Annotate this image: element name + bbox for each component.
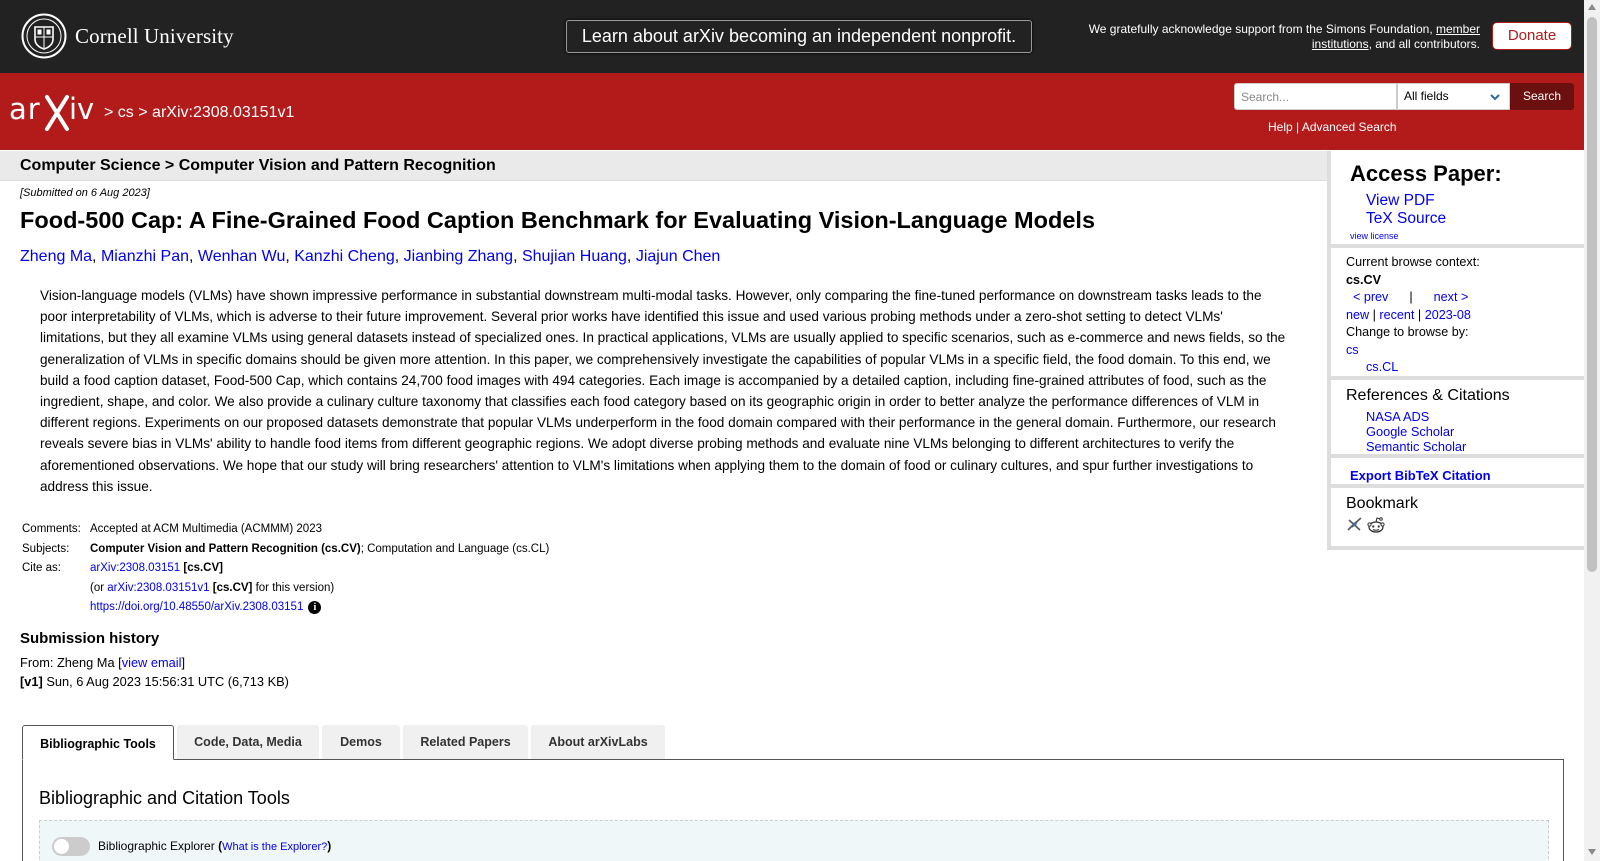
donate-button[interactable]: Donate [1492, 22, 1572, 50]
next-link[interactable]: next > [1433, 290, 1469, 304]
advanced-search-link[interactable]: Advanced Search [1301, 120, 1397, 134]
breadcrumb [104, 104, 294, 122]
author-separator: , [285, 248, 295, 265]
cite-version-value [88, 579, 551, 599]
paren-close: ) [327, 839, 332, 853]
author-separator: , [513, 248, 522, 265]
prev-next-row [1346, 289, 1480, 307]
svg-text:iv: iv [69, 92, 95, 126]
recent-link[interactable]: recent [1379, 307, 1415, 322]
category-subheader [0, 151, 1327, 181]
access-links [1366, 192, 1446, 228]
doi-value [88, 598, 551, 618]
explorer-box [39, 820, 1549, 861]
primary-subject: Computer Vision and Pattern Recognition (cs.CV) [90, 542, 361, 555]
cite-id-link[interactable]: arXiv:2308.03151 [90, 562, 181, 575]
prev-link[interactable]: < prev [1353, 290, 1389, 304]
author-link[interactable]: Jiajun Chen [635, 248, 721, 265]
category-path: Computer Science > Computer Vision and Pattern Recognition [20, 157, 496, 174]
browse-context-value: cs.CV [1346, 272, 1382, 287]
member-institutions-link[interactable]: member institutions [1311, 22, 1480, 51]
right-sidebar [1327, 151, 1585, 550]
cite-version-suffix: for this version) [252, 581, 335, 594]
submission-from [20, 655, 185, 670]
view-pdf-link[interactable]: View PDF [1366, 192, 1435, 209]
scroll-thumb[interactable] [1587, 17, 1597, 572]
version-label: [v1] [20, 674, 43, 689]
search-button[interactable]: Search [1510, 83, 1574, 110]
cite-or: (or [90, 581, 108, 594]
search-help-links [1268, 120, 1568, 134]
tab-code-data-media[interactable]: Code, Data, Media [177, 725, 319, 759]
cite-version-link[interactable]: arXiv:2308.03151v1 [107, 581, 210, 594]
export-bibtex-link[interactable]: Export BibTeX Citation [1350, 468, 1491, 483]
author-list [20, 248, 1310, 266]
breadcrumb-cs-link[interactable]: cs [117, 104, 134, 121]
paren-open: ( [214, 839, 223, 853]
help-link[interactable]: Help [1268, 120, 1293, 134]
cornell-logo[interactable] [21, 13, 234, 59]
author-link[interactable]: Mianzhi Pan [100, 248, 189, 265]
page-scrollbar[interactable] [1584, 0, 1600, 861]
browse-context [1346, 254, 1480, 377]
bookmark-title: Bookmark [1346, 495, 1419, 512]
svg-text:ar: ar [9, 92, 41, 126]
new-link[interactable]: new [1346, 307, 1370, 322]
search-field-selected: All fields [1404, 89, 1449, 103]
access-paper-title: Access Paper: [1350, 161, 1502, 186]
reddit-icon[interactable] [1367, 516, 1385, 534]
cite-value [88, 559, 551, 579]
tab-about-arxivlabs[interactable]: About arXivLabs [531, 725, 665, 759]
tab-panel [22, 759, 1564, 861]
info-icon[interactable]: i [308, 601, 321, 614]
support-text-suffix: , and all contributors. [1368, 36, 1480, 51]
arxiv-nav-bar [0, 73, 1584, 150]
author-link[interactable]: Wenhan Wu [197, 248, 286, 265]
subjects-label: Subjects: [22, 542, 70, 555]
explorer-toggle[interactable] [52, 837, 90, 856]
author-link[interactable]: Zheng Ma [20, 248, 93, 265]
explorer-name: Bibliographic Explorer [98, 839, 215, 853]
author-separator: , [394, 248, 404, 265]
browse-context-label: Current browse context: [1346, 255, 1480, 269]
tab-bibliographic-tools[interactable]: Bibliographic Tools [22, 725, 174, 760]
author-link[interactable]: Jianbing Zhang [403, 248, 514, 265]
cite-label: Cite as: [22, 562, 61, 575]
paper-title: Food-500 Cap: A Fine-Grained Food Caption Benchmark for Evaluating Vision-Language Models [20, 207, 1096, 233]
cite-tag: [cs.CV] [183, 562, 223, 575]
doi-row [20, 598, 551, 618]
submission-history-title: Submission history [20, 630, 160, 647]
author-link[interactable]: Kanzhi Cheng [294, 248, 395, 265]
listing-divider: | [1372, 307, 1376, 322]
tex-source-link[interactable]: TeX Source [1366, 210, 1447, 227]
tab-related-papers[interactable]: Related Papers [403, 725, 528, 759]
scroll-down-arrow-icon[interactable] [1588, 849, 1596, 855]
support-acknowledgement [1040, 22, 1480, 51]
listing-divider: | [1417, 307, 1422, 322]
support-text-prefix: We gratefully acknowledge support from the Simons Foundation, [1088, 22, 1436, 36]
listing-links-row [1346, 307, 1480, 325]
cite-version-row [20, 579, 551, 599]
author-separator: , [626, 248, 636, 265]
comments-label: Comments: [22, 523, 81, 535]
nonprofit-banner-button[interactable]: Learn about arXiv becoming an independent nonprofit. [566, 20, 1032, 53]
cite-version-tag: [cs.CV] [212, 581, 253, 594]
chevron-down-icon [1489, 91, 1501, 103]
change-browse-label: Change to browse by: [1346, 325, 1469, 339]
arxiv-logo-icon[interactable] [9, 91, 101, 133]
cornell-seal-icon [21, 13, 67, 59]
version-details: Sun, 6 Aug 2023 15:56:31 UTC (6,713 KB) [42, 674, 289, 689]
google-scholar-link[interactable]: Google Scholar [1366, 424, 1455, 439]
semantic-scholar-link[interactable]: Semantic Scholar [1366, 439, 1467, 454]
references-links [1366, 409, 1466, 454]
search-input[interactable] [1234, 83, 1397, 110]
cite-row [20, 559, 551, 579]
subjects-row [20, 540, 551, 560]
author-separator: , [92, 248, 101, 265]
nasa-ads-link[interactable]: NASA ADS [1366, 409, 1430, 424]
tab-demos[interactable]: Demos [322, 725, 400, 759]
cornell-name: Cornell University [75, 23, 234, 48]
search-field-select[interactable] [1397, 83, 1510, 110]
subjects-value [88, 540, 551, 560]
bibsonomy-icon[interactable] [1346, 516, 1363, 533]
browse-cs-link[interactable]: cs [1346, 342, 1359, 357]
month-link[interactable]: 2023-08 [1424, 307, 1471, 322]
browse-cscl-link[interactable]: cs.CL [1366, 360, 1399, 374]
breadcrumb-separator: > [104, 104, 114, 121]
references-title: References & Citations [1346, 387, 1510, 404]
abstract: Vision-language models (VLMs) have shown impressive performance in substantial downstream multi-modal tasks. However, only comparing the fine-tuned performance on downstream tasks leads to the poor interpretability of VLMs, which is adverse to their future improvement. Several prior works have identified this issue and used various probing methods under a zero-shot setting to detect VLMs' limitations, but they all examine VLMs using general datasets instead of specialized ones. In practical applications, VLMs are usually applied to specific scenarios, such as e-commerce and news fields, so the generalization of VLMs in specific domains should be given more attention. In this paper, we comprehensively investigate the capabilities of popular VLMs in a specific field, the food domain. To this end, we build a food caption dataset, Food-500 Cap, which contains 24,700 food images with 494 categories. Each image is accompanied by a detailed caption, including fine-grained attributes of food, such as the ingredient, shape, and color. We also provide a culinary culture taxonomy that classifies each food category based on its geographic origin in order to better analyze the performance differences of VLM in different regions. Experiments on our proposed datasets demonstrate that popular VLMs underperform in the food domain compared with their performance in the general domain. Furthermore, our research reveals severe bias in VLMs' ability to handle food items from different geographic regions. We adopt diverse probing methods and evaluate nine VLMs belonging to different architectures to verify the aforementioned observations. We hope that our study will bring researchers' attention to VLM's limitations when applying them to the domain of food or culinary cultures, and spur further investigations to address this issue. [40, 288, 1286, 494]
author-link[interactable]: Shujian Huang [521, 248, 627, 265]
doi-link[interactable]: https://doi.org/10.48550/arXiv.2308.03151 [90, 601, 304, 614]
comments-row [20, 520, 551, 540]
link-divider: | [1296, 120, 1300, 134]
cornell-header [0, 0, 1584, 73]
prev-next-divider: | [1409, 290, 1413, 304]
comments-value: Accepted at ACM Multimedia (ACMMM) 2023 [90, 523, 322, 535]
secondary-subject: ; Computation and Language (cs.CL) [360, 542, 550, 555]
explorer-label [98, 839, 331, 853]
from-suffix: ] [181, 655, 186, 670]
view-license-link[interactable]: view license [1350, 231, 1399, 241]
scroll-up-arrow-icon[interactable] [1588, 4, 1596, 10]
panel-title: Bibliographic and Citation Tools [39, 788, 290, 808]
metadata-table [20, 520, 551, 618]
submission-date: [Submitted on 6 Aug 2023] [20, 187, 150, 199]
view-email-link[interactable]: view email [121, 655, 182, 670]
breadcrumb-separator: > [138, 104, 148, 121]
what-is-explorer-link[interactable]: What is the Explorer? [222, 841, 328, 853]
bookmark-icons [1346, 516, 1385, 534]
breadcrumb-paper-id: arXiv:2308.03151v1 [152, 104, 295, 121]
author-separator: , [188, 248, 198, 265]
from-prefix: From: Zheng Ma [ [20, 655, 122, 670]
version-v1 [20, 674, 289, 689]
